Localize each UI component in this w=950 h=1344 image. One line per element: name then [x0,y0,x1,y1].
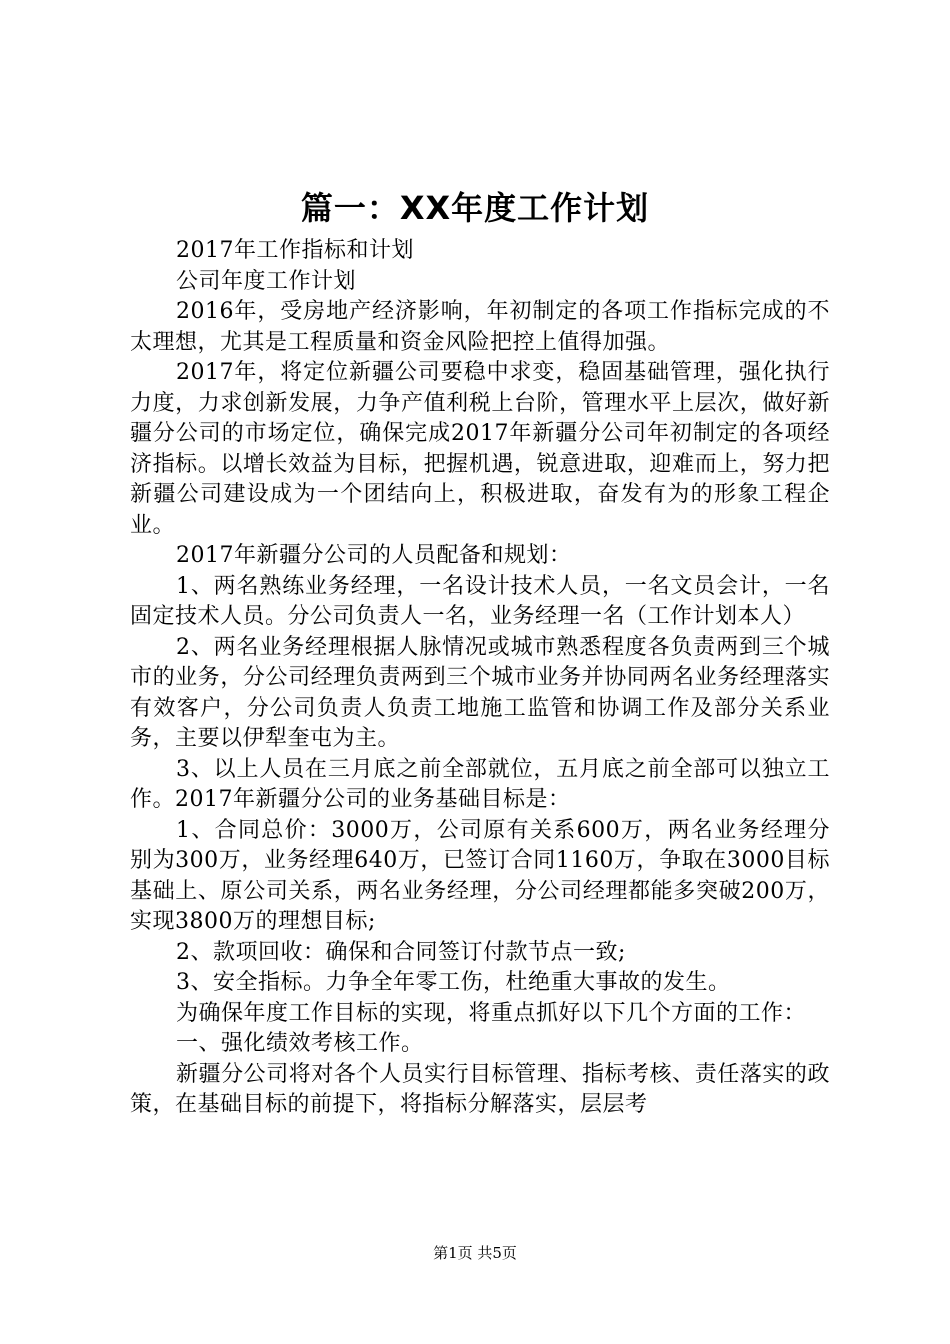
paragraph: 2017年工作指标和计划 [176,238,414,263]
paragraph: 2017年新疆分公司的人员配备和规划： [176,543,572,568]
paragraph: 2、两名业务经理根据人脉情况或城市熟悉程度各负责两到三个城市的业务，分公司经理负责两到三个城市业务并协同两名业务经理落实有效客户，分公司负责人负责工地施工监管和协调工作及部分关系业务，主要以伊犁奎屯为主。 [130,634,830,751]
document-body [130,236,830,1121]
paragraph: 新疆分公司将对各个人员实行目标管理、指标考核、责任落实的政策，在基础目标的前提下，将指标分解落实，层层考 [130,1061,830,1117]
paragraph: 3、以上人员在三月底之前全部就位，五月底之前全部可以独立工作。2017年新疆分公司的业务基础目标是： [130,756,830,812]
paragraph: 2016年，受房地产经济影响，年初制定的各项工作指标完成的不太理想，尤其是工程质量和资金风险把控上值得加强。 [130,299,830,355]
document-title: 篇一：XX年度工作计划 [300,189,650,227]
paragraph: 一、强化绩效考核工作。 [176,1031,424,1056]
paragraph: 公司年度工作计划 [176,268,357,294]
paragraph: 2、款项回收：确保和合同签订付款节点一致; [176,939,626,965]
paragraph: 为确保年度工作目标的实现，将重点抓好以下几个方面的工作： [176,1000,807,1026]
paragraph: 1、合同总价：3000万，公司原有关系600万，两名业务经理分别为300万，业务经理640万，已签订合同1160万，争取在3000目标基础上、原公司关系，两名业务经理，分公司经理都能多突破200万，实现3800万的理想目标; [130,817,830,934]
page-number-footer: 第1页 共5页 [433,1244,517,1262]
paragraph: 1、两名熟练业务经理，一名设计技术人员，一名文员会计，一名固定技术人员。分公司负责人一名，业务经理一名（工作计划本人） [130,573,830,629]
paragraph: 3、安全指标。力争全年零工伤，杜绝重大事故的发生。 [176,970,731,995]
paragraph: 2017年，将定位新疆公司要稳中求变，稳固基础管理，强化执行力度，力求创新发展，力争产值利税上台阶，管理水平上层次，做好新疆分公司的市场定位，确保完成2017年新疆分公司年初制定的各项经济指标。以增长效益为目标，把握机遇，锐意进取，迎难而上，努力把新疆公司建设成为一个团结向上，积极进取，奋发有为的形象工程企业。 [130,360,830,538]
